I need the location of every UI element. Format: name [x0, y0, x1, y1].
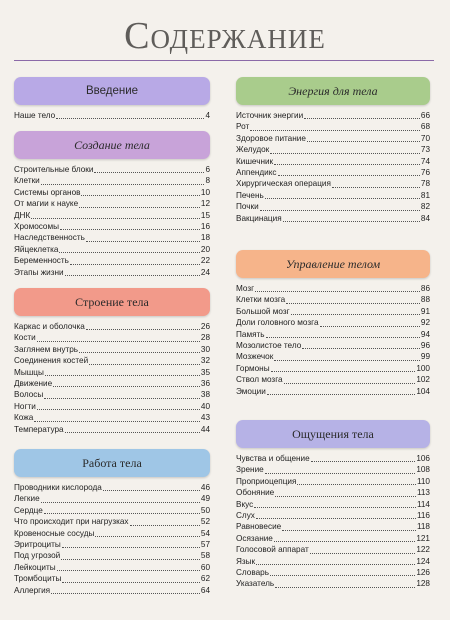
entry-title: Указатель — [236, 579, 275, 589]
section-body-control — [236, 250, 430, 397]
dot-leader — [250, 130, 420, 131]
dot-leader — [31, 218, 200, 219]
dot-leader — [70, 264, 200, 265]
dot-leader — [60, 229, 200, 230]
entry-page-number: 46 — [200, 482, 210, 492]
toc-entry[interactable] — [236, 464, 430, 475]
entry-page-number: 43 — [200, 413, 210, 423]
toc-entry[interactable] — [236, 283, 430, 294]
entry-title: Заглянем внутрь — [14, 344, 79, 354]
entry-title: Желудок — [236, 145, 270, 155]
entry-page-number: 106 — [416, 453, 430, 463]
entry-page-number: 12 — [200, 199, 210, 209]
toc-entry[interactable] — [236, 213, 430, 224]
entry-page-number: 86 — [420, 283, 430, 293]
dot-leader — [44, 513, 200, 514]
dot-leader — [278, 175, 420, 176]
toc-entry[interactable] — [236, 499, 430, 510]
dot-leader — [297, 484, 416, 485]
entry-title: Осязание — [236, 533, 273, 543]
entry-page-number: 70 — [420, 133, 430, 143]
entry-page-number: 52 — [200, 517, 210, 527]
entry-list — [236, 110, 430, 224]
entry-page-number: 8 — [205, 176, 210, 186]
entry-title: Источник энергии — [236, 110, 304, 120]
entry-title: Движение — [14, 378, 53, 388]
entry-page-number: 32 — [200, 356, 210, 366]
section-energy — [236, 77, 430, 224]
entry-page-number: 60 — [200, 562, 210, 572]
toc-entry[interactable] — [236, 453, 430, 464]
entry-page-number: 104 — [416, 386, 430, 396]
toc-entry[interactable] — [14, 378, 210, 389]
entry-page-number: 62 — [200, 574, 210, 584]
toc-entry[interactable] — [14, 401, 210, 412]
entry-title: Хирургическая операция — [236, 179, 331, 189]
entry-page-number: 96 — [420, 340, 430, 350]
entry-title: Равновесие — [236, 522, 282, 532]
entry-title: Аппендикс — [236, 167, 277, 177]
entry-page-number: 94 — [420, 329, 430, 339]
dot-leader — [271, 371, 416, 372]
dot-leader — [255, 291, 420, 292]
dot-leader — [62, 582, 200, 583]
entry-page-number: 88 — [420, 295, 430, 305]
entry-page-number: 99 — [420, 352, 430, 362]
dot-leader — [57, 570, 200, 571]
entry-title: Системы органов — [14, 187, 81, 197]
entry-page-number: 15 — [200, 210, 210, 220]
entry-title: Печень — [236, 190, 264, 200]
toc-entry[interactable] — [14, 221, 210, 232]
entry-page-number: 54 — [200, 528, 210, 538]
toc-entry[interactable] — [14, 267, 210, 278]
entry-page-number: 26 — [200, 321, 210, 331]
toc-entry[interactable] — [236, 156, 430, 167]
dot-leader — [260, 210, 420, 211]
toc-entry[interactable] — [236, 178, 430, 189]
entry-page-number: 10 — [200, 187, 210, 197]
entry-title: Язык — [236, 556, 256, 566]
entry-page-number: 126 — [416, 567, 430, 577]
entry-title: Кости — [14, 333, 36, 343]
entry-page-number: 66 — [420, 110, 430, 120]
dot-leader — [94, 172, 204, 173]
entry-page-number: 36 — [200, 378, 210, 388]
entry-title: Под угрозой — [14, 551, 61, 561]
entry-page-number: 68 — [420, 122, 430, 132]
toc-entry[interactable] — [14, 367, 210, 378]
dot-leader — [86, 329, 200, 330]
toc-entry[interactable] — [14, 175, 210, 186]
entry-title: Память — [236, 329, 265, 339]
toc-entry[interactable] — [14, 389, 210, 400]
toc-entry[interactable] — [14, 482, 210, 493]
toc-entry[interactable] — [236, 476, 430, 487]
toc-entry[interactable] — [236, 190, 430, 201]
section-introduction — [14, 77, 210, 121]
dot-leader — [275, 587, 415, 588]
entry-page-number: 81 — [420, 190, 430, 200]
toc-entry[interactable] — [236, 578, 430, 589]
dot-leader — [254, 507, 416, 508]
title-divider — [14, 60, 434, 61]
section-banner[interactable]: Строение тела — [14, 288, 210, 316]
entry-title: Кишечник — [236, 156, 274, 166]
toc-entry[interactable] — [236, 374, 430, 385]
toc-entry[interactable] — [14, 528, 210, 539]
entry-title: Голосовой аппарат — [236, 545, 309, 555]
entry-title: Ногти — [14, 401, 36, 411]
entry-page-number: 49 — [200, 494, 210, 504]
entry-page-number: 28 — [200, 333, 210, 343]
entry-page-number: 91 — [420, 306, 430, 316]
entry-title: Этапы жизни — [14, 267, 64, 277]
entry-page-number: 58 — [200, 551, 210, 561]
entry-page-number: 40 — [200, 401, 210, 411]
entry-title: Клетки мозга — [236, 295, 286, 305]
toc-entry[interactable] — [236, 133, 430, 144]
dot-leader — [59, 252, 199, 253]
toc-entry[interactable] — [236, 201, 430, 212]
entry-page-number: 92 — [420, 318, 430, 328]
entry-title: Яйцеклетка — [14, 244, 59, 254]
toc-entry[interactable] — [236, 144, 430, 155]
dot-leader — [61, 559, 200, 560]
dot-leader — [283, 221, 420, 222]
dot-leader — [265, 473, 416, 474]
entry-title: Большой мозг — [236, 306, 290, 316]
entry-page-number: 24 — [200, 267, 210, 277]
entry-page-number: 20 — [200, 244, 210, 254]
dot-leader — [307, 141, 420, 142]
entry-page-number: 110 — [416, 476, 430, 486]
section-banner[interactable]: Управление телом — [236, 250, 430, 278]
entry-title: Легкие — [14, 494, 40, 504]
entry-page-number: 114 — [416, 499, 430, 509]
dot-leader — [282, 530, 416, 531]
dot-leader — [89, 364, 200, 365]
dot-leader — [51, 593, 200, 594]
toc-entry[interactable] — [236, 533, 430, 544]
toc-entry[interactable] — [14, 110, 210, 121]
toc-entry[interactable] — [14, 344, 210, 355]
dot-leader — [266, 337, 420, 338]
entry-title: Сердце — [14, 505, 43, 515]
entry-title: Волосы — [14, 390, 44, 400]
dot-leader — [274, 360, 420, 361]
entry-page-number: 76 — [420, 167, 430, 177]
dot-leader — [79, 207, 200, 208]
entry-title: Мозг — [236, 283, 255, 293]
entry-page-number: 84 — [420, 213, 430, 223]
dot-leader — [275, 496, 416, 497]
entry-page-number: 124 — [416, 556, 430, 566]
toc-entry[interactable] — [14, 562, 210, 573]
section-body-work — [14, 449, 210, 596]
entry-title: Аллергия — [14, 585, 51, 595]
entry-list — [14, 110, 210, 121]
entry-title: Кровеносные сосуды — [14, 528, 95, 538]
entry-title: Наследственность — [14, 233, 85, 243]
entry-title: Ствол мозга — [236, 375, 283, 385]
entry-title: Эмоции — [236, 386, 266, 396]
toc-entry[interactable] — [236, 340, 430, 351]
section-banner[interactable]: Энергия для тела — [236, 77, 430, 105]
dot-leader — [286, 303, 420, 304]
entry-page-number: 22 — [200, 256, 210, 266]
section-body-structure — [14, 288, 210, 435]
dot-leader — [302, 348, 420, 349]
dot-leader — [130, 525, 200, 526]
toc-entry[interactable] — [14, 493, 210, 504]
dot-leader — [62, 547, 200, 548]
toc-entry[interactable] — [14, 244, 210, 255]
entry-page-number: 118 — [416, 522, 430, 532]
entry-title: Слух — [236, 510, 255, 520]
entry-page-number: 50 — [200, 505, 210, 515]
entry-page-number: 73 — [420, 145, 430, 155]
toc-entry[interactable] — [14, 321, 210, 332]
entry-title: Проводники кислорода — [14, 482, 102, 492]
section-banner[interactable]: Введение — [14, 77, 210, 105]
toc-entry[interactable] — [14, 412, 210, 423]
section-banner[interactable]: Создание тела — [14, 131, 210, 159]
entry-page-number: 74 — [420, 156, 430, 166]
entry-title: Что происходит при нагрузках — [14, 517, 129, 527]
toc-entry[interactable] — [14, 255, 210, 266]
dot-leader — [332, 187, 420, 188]
entry-title: Словарь — [236, 567, 269, 577]
dot-leader — [270, 153, 420, 154]
entry-title: Обоняние — [236, 488, 275, 498]
section-banner[interactable]: Работа тела — [14, 449, 210, 477]
toc-entry[interactable] — [236, 351, 430, 362]
dot-leader — [95, 536, 199, 537]
entry-title: Температура — [14, 424, 64, 434]
entry-list — [236, 283, 430, 397]
entry-title: Лейкоциты — [14, 562, 56, 572]
toc-entry[interactable] — [14, 505, 210, 516]
entry-title: Кожа — [14, 413, 34, 423]
entry-title: Вакцинация — [236, 213, 282, 223]
dot-leader — [274, 164, 420, 165]
dot-leader — [256, 564, 415, 565]
entry-page-number: 128 — [416, 579, 430, 589]
dot-leader — [256, 518, 416, 519]
toc-entry[interactable] — [236, 567, 430, 578]
entry-title: Чувства и общение — [236, 453, 310, 463]
entry-page-number: 64 — [200, 585, 210, 595]
dot-leader — [45, 375, 200, 376]
toc-entry[interactable] — [14, 573, 210, 584]
dot-leader — [44, 398, 200, 399]
entry-title: Наше тело — [14, 110, 56, 120]
entry-page-number: 122 — [416, 545, 430, 555]
toc-entry[interactable] — [14, 210, 210, 221]
toc-entry[interactable] — [236, 363, 430, 374]
entry-page-number: 30 — [200, 344, 210, 354]
entry-page-number: 100 — [416, 363, 430, 373]
toc-entry[interactable] — [236, 110, 430, 121]
toc-entry[interactable] — [14, 585, 210, 596]
section-senses — [236, 420, 430, 590]
entry-title: Соединения костей — [14, 356, 89, 366]
entry-title: Здоровое питание — [236, 133, 306, 143]
entry-title: Рот — [236, 122, 250, 132]
entry-page-number: 44 — [200, 424, 210, 434]
dot-leader — [103, 490, 200, 491]
entry-list — [14, 482, 210, 596]
dot-leader — [81, 195, 199, 196]
section-building-body — [14, 131, 210, 278]
toc-entry[interactable] — [236, 521, 430, 532]
entry-page-number: 116 — [416, 510, 430, 520]
entry-title: Доли головного мозга — [236, 318, 319, 328]
toc-entry[interactable] — [14, 355, 210, 366]
dot-leader — [274, 541, 415, 542]
entry-title: Зрение — [236, 465, 264, 475]
entry-page-number: 121 — [416, 533, 430, 543]
entry-title: Мозжечок — [236, 352, 274, 362]
dot-leader — [41, 184, 205, 185]
dot-leader — [56, 118, 204, 119]
entry-title: Мозолистое тело — [236, 340, 302, 350]
entry-title: Каркас и оболочка — [14, 321, 85, 331]
toc-entry[interactable] — [236, 167, 430, 178]
dot-leader — [320, 326, 420, 327]
toc-entry[interactable] — [14, 332, 210, 343]
toc-entry[interactable] — [14, 516, 210, 527]
toc-entry[interactable] — [14, 164, 210, 175]
toc-entry[interactable] — [236, 306, 430, 317]
dot-leader — [53, 386, 200, 387]
toc-entry[interactable] — [14, 187, 210, 198]
toc-entry[interactable] — [236, 556, 430, 567]
entry-title: Вкус — [236, 499, 254, 509]
toc-entry[interactable] — [236, 544, 430, 555]
toc-entry[interactable] — [236, 487, 430, 498]
entry-page-number: 82 — [420, 202, 430, 212]
entry-title: От магии к науке — [14, 199, 79, 209]
dot-leader — [270, 575, 415, 576]
entry-list — [14, 321, 210, 435]
entry-page-number: 102 — [416, 375, 430, 385]
entry-title: ДНК — [14, 210, 31, 220]
toc-entry[interactable] — [236, 317, 430, 328]
dot-leader — [34, 421, 200, 422]
entry-title: Мышцы — [14, 367, 44, 377]
entry-page-number: 57 — [200, 539, 210, 549]
page-title: Содержание — [124, 15, 326, 57]
entry-page-number: 6 — [205, 164, 210, 174]
entry-title: Эритроциты — [14, 539, 61, 549]
entry-title: Почки — [236, 202, 259, 212]
toc-entry[interactable] — [236, 510, 430, 521]
dot-leader — [41, 502, 200, 503]
dot-leader — [311, 461, 416, 462]
entry-page-number: 16 — [200, 221, 210, 231]
entry-page-number: 113 — [416, 488, 430, 498]
entry-list — [236, 453, 430, 590]
entry-list — [14, 164, 210, 278]
entry-title: Хромосомы — [14, 221, 60, 231]
dot-leader — [304, 118, 420, 119]
entry-page-number: 4 — [205, 110, 210, 120]
toc-entry[interactable] — [236, 329, 430, 340]
toc-entry[interactable] — [14, 232, 210, 243]
entry-title: Тромбоциты — [14, 574, 62, 584]
entry-page-number: 18 — [200, 233, 210, 243]
entry-page-number: 78 — [420, 179, 430, 189]
entry-title: Гормоны — [236, 363, 270, 373]
entry-page-number: 35 — [200, 367, 210, 377]
dot-leader — [310, 553, 416, 554]
dot-leader — [265, 198, 420, 199]
dot-leader — [86, 241, 200, 242]
entry-title: Клетки — [14, 176, 40, 186]
toc-entry[interactable] — [236, 386, 430, 397]
entry-page-number: 108 — [416, 465, 430, 475]
dot-leader — [65, 432, 200, 433]
entry-title: Беременность — [14, 256, 69, 266]
dot-leader — [267, 394, 416, 395]
entry-title: Строительные блоки — [14, 164, 94, 174]
entry-title: Проприоцепция — [236, 476, 297, 486]
dot-leader — [65, 275, 200, 276]
section-banner[interactable]: Ощущения тела — [236, 420, 430, 448]
toc-entry[interactable] — [14, 550, 210, 561]
dot-leader — [37, 341, 200, 342]
entry-page-number: 38 — [200, 390, 210, 400]
dot-leader — [284, 383, 416, 384]
toc-entry[interactable] — [14, 539, 210, 550]
dot-leader — [37, 409, 200, 410]
toc-entry[interactable] — [236, 294, 430, 305]
toc-entry[interactable] — [236, 121, 430, 132]
dot-leader — [291, 314, 420, 315]
toc-entry[interactable] — [14, 424, 210, 435]
dot-leader — [79, 352, 200, 353]
toc-entry[interactable] — [14, 198, 210, 209]
